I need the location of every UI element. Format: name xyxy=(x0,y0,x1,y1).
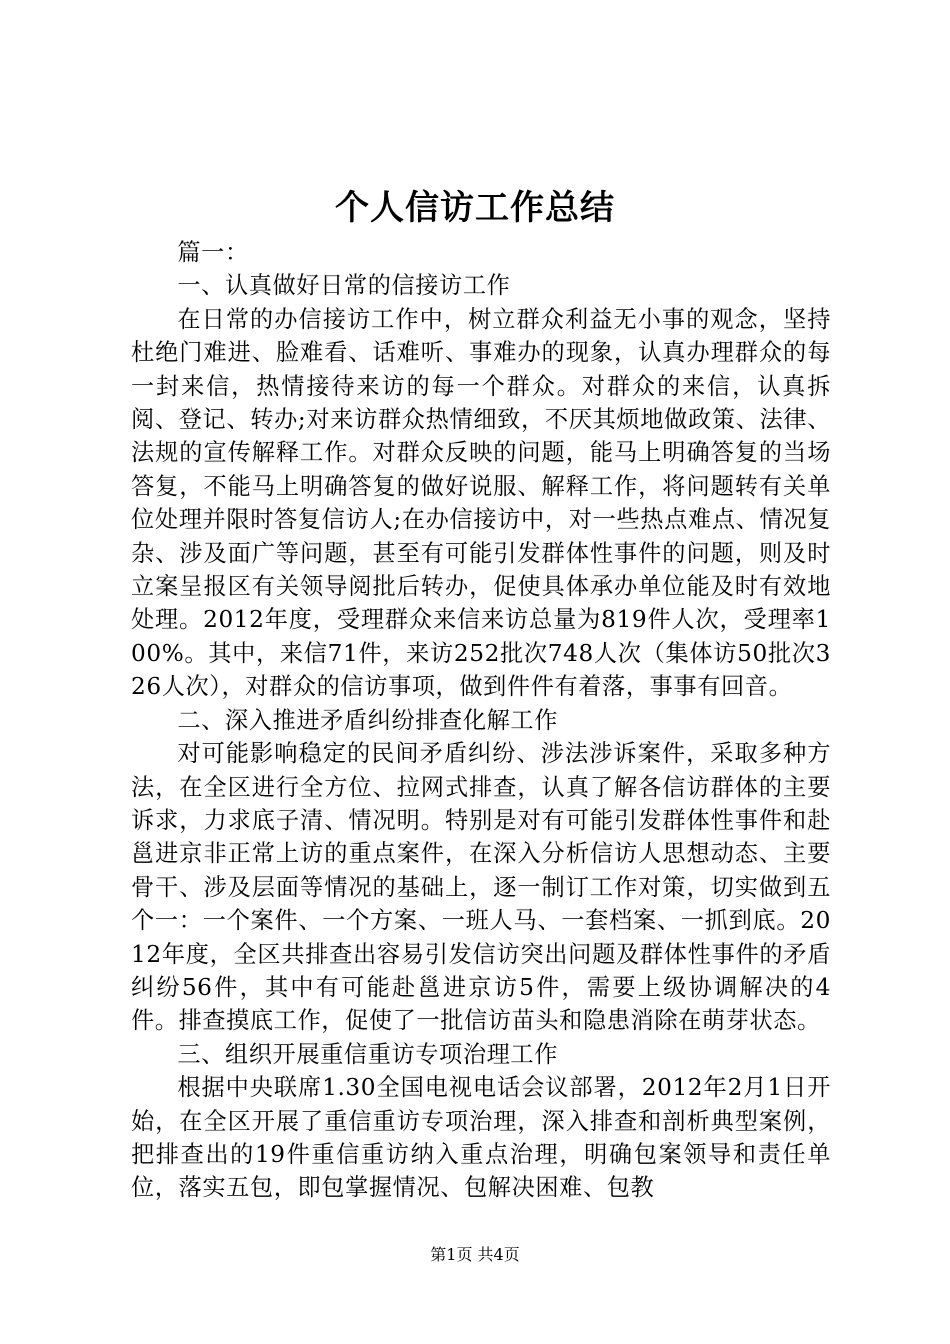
document-body xyxy=(131,236,831,1205)
section-heading-1: 一、认真做好日常的信接访工作 xyxy=(177,272,511,300)
section-heading-3: 三、组织开展重信重访专项治理工作 xyxy=(177,1040,558,1068)
paragraph-1: 在日常的办信接访工作中，树立群众利益无小事的观念，坚持杜绝门难进、脸难看、话难听、事难办的现象，认真办理群众的每一封来信，热情接待来访的每一个群众。对群众的来信，认真拆阅、登记、转办;对来访群众热情细致，不厌其烦地做政策、法律、法规的宣传解释工作。对群众反映的问题，能马上明确答复的当场答复，不能马上明确答复的做好说服、解释工作，将问题转有关单位处理并限时答复信访人;在办信接访中，对一些热点难点、情况复杂、涉及面广等问题，甚至有可能引发群体性事件的问题，则及时立案呈报区有关领导阅批后转办，促使具体承办单位能及时有效地处理。2012年度，受理群众来信来访总量为819件人次，受理率100%。其中，来信71件，来访252批次748人次（集体访50批次326人次），对群众的信访事项，做到件件有着落，事事有回音。 xyxy=(131,305,831,701)
document-title: 个人信访工作总结 xyxy=(335,188,615,228)
section-intro: 篇一： xyxy=(177,239,249,266)
section-heading-2: 二、深入推进矛盾纠纷排查化解工作 xyxy=(177,706,558,734)
paragraph-3: 根据中央联席1.30全国电视电话会议部署，2012年2月1日开始，在全区开展了重信重访专项治理，深入排查和剖析典型案例，把排查出的19件重信重访纳入重点治理，明确包案领导和责任单位，落实五包，即包掌握情况、包解决困难、包教 xyxy=(131,1074,831,1202)
paragraph-2: 对可能影响稳定的民间矛盾纠纷、涉法涉诉案件，采取多种方法，在全区进行全方位、拉网式排查，认真了解各信访群体的主要诉求，力求底子清、情况明。特别是对有可能引发群体性事件和赴邕进京非正常上访的重点案件，在深入分析信访人思想动态、主要骨干、涉及层面等情况的基础上，逐一制订工作对策，切实做到五个一：一个案件、一个方案、一班人马、一套档案、一抓到底。2012年度，全区共排查出容易引发信访突出问题及群体性事件的矛盾纠纷56件，其中有可能赴邕进京访5件，需要上级协调解决的4件。排查摸底工作，促使了一批信访苗头和隐患消除在萌芽状态。 xyxy=(131,740,831,1035)
page-footer: 第1页 共4页 xyxy=(430,1245,520,1264)
